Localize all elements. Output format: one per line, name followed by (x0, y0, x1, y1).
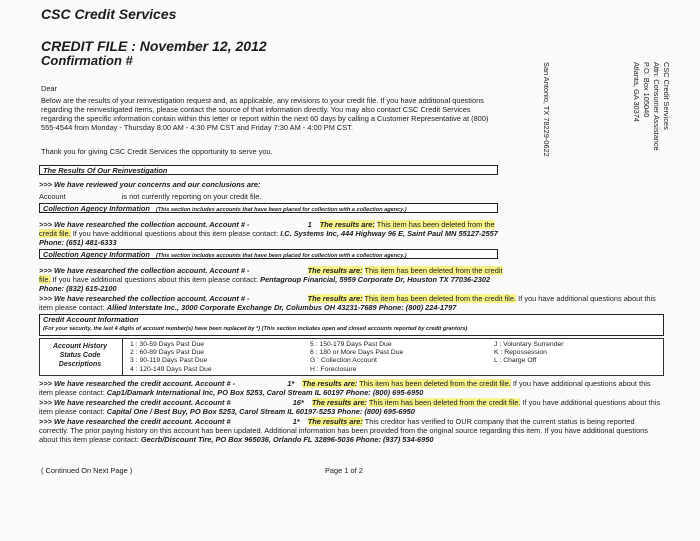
item-contact: Pentagroup Financial, 5959 Corporate Dr, Houston TX 77036-2302 Phone: (832) 615-2100 (39, 275, 491, 293)
account-label: Account (39, 192, 66, 201)
status-code: 3 : 90-119 Days Past Due (130, 357, 208, 365)
status-code: 2 : 60-89 Days Past Due (130, 349, 205, 357)
city-line: San Antonio, TX 78229-0622 (542, 62, 551, 157)
intro-paragraph: Below are the results of your reinvestigation request and, as applicable, any revisions to your credit file. If you have additional questions regarding the reinvestigated items, please contact the source of that information directly. You may also contact CSC Credit Services regarding the specific information contain within this letter or report within the next 60 days by calling a Customer Representative at (800) 555-4544 from Monday - Thursday 8:00 AM - 4:30 PM CST and Friday 7:30 AM - 4:00 PM CST. (41, 96, 489, 132)
reviewed-line: >>> We have reviewed your concerns and our conclusions are: (39, 180, 261, 189)
credit-file-date: CREDIT FILE : November 12, 2012 (41, 38, 267, 54)
status-codes-col3 (494, 341, 564, 366)
item-contact: Capital One / Best Buy, PO Box 5253, Carol Stream IL 60197-5253 Phone: (800) 695-6950 (106, 407, 415, 416)
item-lead: >>> We have researched the credit account. Account # (39, 417, 231, 426)
credit-item-3 (39, 417, 664, 444)
item-contact: Gecrb/Discount Tire, PO Box 965036, Orlando FL 32896-5036 Phone: (937) 534-6950 (140, 435, 434, 444)
status-code-label: Account History Status Code Descriptions (52, 343, 108, 368)
account-status-text: is not currently reporting on your credit file. (121, 192, 262, 201)
item-lead: >>> We have researched the credit account. Account # (39, 398, 231, 407)
collection-section-note: (This section includes accounts that have been placed for collection with a collection agency.) (155, 207, 407, 213)
status-code: 4 : 120-149 Days Past Due (130, 365, 212, 373)
item-results-label: The results are: (307, 266, 363, 275)
item-lead: >>> We have researched the credit account. Account # - (39, 379, 236, 388)
status-code-table (39, 338, 664, 376)
item-contact-intro: If you have additional questions about this item please contact: (39, 379, 651, 397)
status-code: 5 : 150-179 Days Past Due (310, 341, 392, 348)
item-results-label: The results are: (311, 398, 367, 407)
item-results-label: The results are: (319, 220, 375, 229)
status-code: J : Voluntary Surrender (494, 341, 564, 348)
collection-section-title: Collection Agency Information (43, 204, 150, 213)
thanks-line: Thank you for giving CSC Credit Services the opportunity to serve you. (41, 147, 273, 156)
item-contact-intro: If you have additional questions about this item please contact: (70, 229, 281, 238)
item-result-text: This creditor has verified to OUR company that the current status is being reported correctly. The prior paying history on this account has been updated. Additional information has been provided from the original source regarding this item. If you have additional questions about this item please contact: (39, 417, 648, 444)
item-results-label: The results are: (307, 294, 363, 303)
item-results-label: The results are: (307, 417, 363, 426)
status-codes-col2 (310, 341, 403, 374)
item-contact: I.C. Systems Inc, 444 Highway 96 E, Saint Paul MN 55127-2557 Phone: (651) 481-6333 (39, 229, 498, 247)
item-account-number: 1 (307, 220, 312, 229)
status-code: H : Foreclosure (310, 365, 357, 373)
item-lead: >>> We have researched the collection account. Account # - (39, 294, 250, 303)
collection-section-header-2 (39, 249, 498, 259)
collection-item-3 (39, 294, 664, 312)
results-section-header (39, 165, 498, 175)
status-code: K : Repossession (494, 349, 547, 357)
credit-item-1 (39, 379, 664, 397)
page-number: Page 1 of 2 (325, 466, 363, 475)
item-contact-intro: If you have additional questions about this item please contact: (39, 294, 656, 312)
item-contact: Cap1/Damark International Inc, PO Box 5253, Carol Stream IL 60197 Phone: (800) 695-6950 (106, 388, 424, 397)
collection-item-1 (39, 220, 514, 247)
confirmation-number: Confirmation # (41, 53, 133, 68)
credit-item-2 (39, 398, 664, 416)
item-lead: >>> We have researched the collection account. Account # - (39, 220, 250, 229)
results-section-title: The Results Of Our Reinvestigation (43, 166, 168, 175)
status-code: 6 : 180 or More Days Past Due (310, 349, 404, 357)
address-line-4: Atlanta, GA 30374 (632, 62, 641, 122)
item-result-text: This item has been deleted from the credit file. (364, 294, 517, 303)
item-contact-intro: If you have additional questions about this item please contact: (50, 275, 261, 284)
item-lead: >>> We have researched the collection account. Account # - (39, 266, 250, 275)
item-result-text: This item has been deleted from the credit file. (39, 220, 495, 238)
item-result-text: This item has been deleted from the credit file. (39, 266, 503, 284)
credit-account-section-header (39, 314, 664, 336)
company-name: CSC Credit Services (41, 6, 177, 22)
table-divider (122, 339, 123, 375)
item-account-number: 16* (292, 398, 304, 407)
item-account-number: 1* (292, 417, 300, 426)
status-codes-col1 (130, 341, 212, 374)
item-results-label: The results are: (302, 379, 358, 388)
item-contact-intro: If you have additional questions about this item please contact: (39, 398, 661, 416)
item-contact: Allied Interstate Inc., 3000 Corporate Exchange Dr, Columbus OH 43231-7689 Phone: (800) 224-1797 (106, 303, 457, 312)
address-line-3: P.O. Box 105040 (642, 62, 651, 118)
status-code: G : Collection Account (310, 357, 377, 365)
salutation: Dear (41, 84, 58, 93)
collection-item-2 (39, 266, 514, 293)
item-result-text: This item has been deleted from the credit file. (368, 398, 521, 407)
continued-note: ( Continued On Next Page ) (41, 466, 133, 475)
item-account-number: 1* (287, 379, 295, 388)
credit-account-note: (For your security, the last 4 digits of account number(s) have been replaced by *) (This section includes open and closed accounts reported by credit grantors) (43, 326, 468, 332)
address-line-1: CSC Credit Services (662, 62, 671, 130)
account-status-line (39, 192, 514, 201)
address-line-2: Attn: Consumer Assistance (652, 62, 661, 151)
credit-account-title: Credit Account Information (43, 315, 139, 324)
status-code: 1 : 30-59 Days Past Due (130, 341, 205, 348)
collection-section-header-1 (39, 203, 498, 213)
collection-section-note: (This section includes accounts that have been placed for collection with a collection agency.) (155, 253, 407, 259)
item-result-text: This item has been deleted from the credit file. (359, 379, 511, 388)
status-code: L : Charge Off (494, 357, 537, 365)
collection-section-title: Collection Agency Information (43, 250, 150, 259)
